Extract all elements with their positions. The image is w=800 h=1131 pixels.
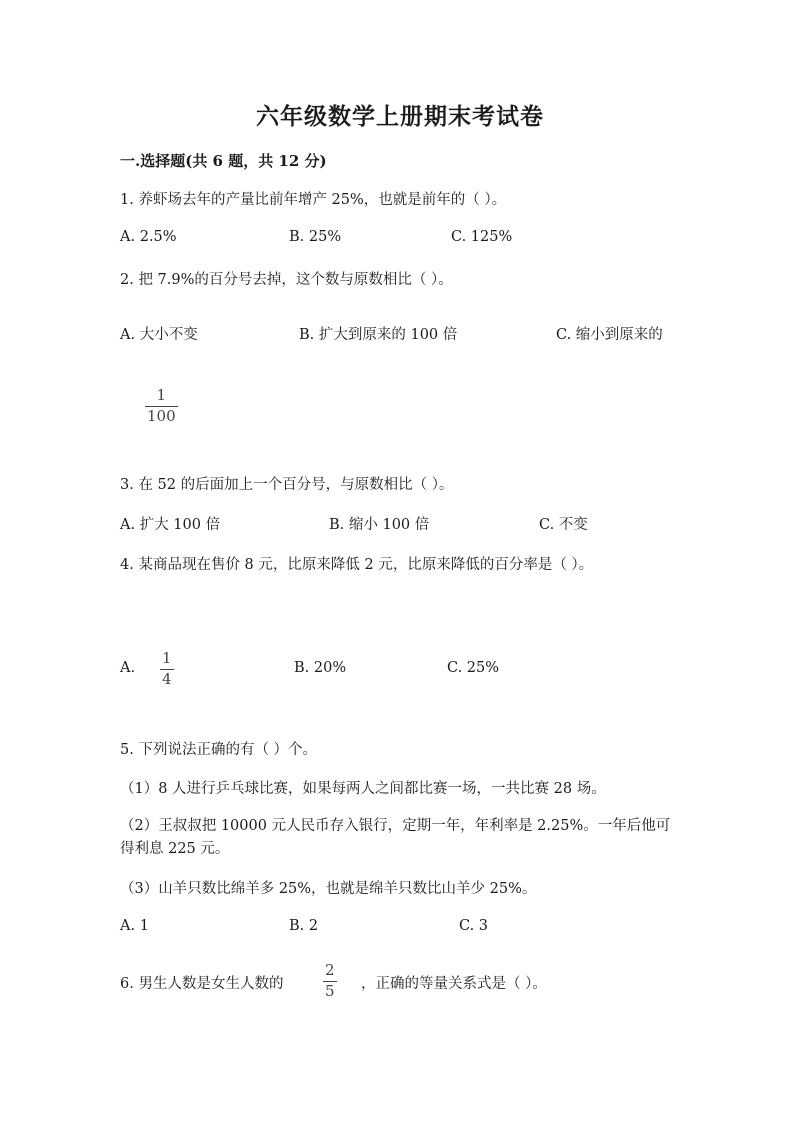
q4-option-a-fraction	[160, 651, 174, 688]
question-5: 5. 下列说法正确的有（ ）个。	[120, 742, 318, 758]
q1-option-a: A. 2.5%	[120, 229, 177, 245]
fraction-denominator: 100	[147, 406, 176, 425]
fraction-numerator: 1	[156, 386, 167, 404]
question-6-prefix: 6. 男生人数是女生人数的	[120, 976, 284, 992]
q2-option-c-fraction	[145, 388, 178, 425]
q5-statement-3: （3）山羊只数比绵羊多 25%，也就是绵羊只数比山羊少 25%。	[120, 881, 537, 897]
q2-option-a: A. 大小不变	[120, 327, 198, 343]
section-heading: 一.选择题(共 6 题，共 12 分)	[120, 152, 327, 170]
q5-statement-1: （1）8 人进行乒乓球比赛，如果每两人之间都比赛一场，一共比赛 28 场。	[120, 781, 606, 797]
q1-option-b: B. 25%	[289, 229, 342, 245]
q2-option-b: B. 扩大到原来的 100 倍	[299, 327, 458, 343]
q4-option-c: C. 25%	[447, 660, 500, 676]
page-title: 六年级数学上册期末考试卷	[256, 103, 544, 130]
q5-option-a: A. 1	[120, 918, 149, 934]
q5-option-c: C. 3	[459, 918, 489, 934]
question-6-fraction	[323, 963, 337, 1000]
q4-option-a: A.	[120, 660, 136, 676]
q4-option-b: B. 20%	[294, 660, 347, 676]
question-3: 3. 在 52 的后面加上一个百分号，与原数相比（ ）。	[120, 477, 454, 493]
fraction-numerator: 2	[325, 961, 335, 979]
q3-option-b: B. 缩小 100 倍	[329, 517, 430, 533]
fraction-denominator: 5	[325, 981, 335, 1000]
fraction-denominator: 4	[162, 669, 172, 688]
q1-option-c: C. 125%	[451, 229, 513, 245]
q5-option-b: B. 2	[289, 918, 319, 934]
question-4: 4. 某商品现在售价 8 元，比原来降低 2 元，比原来降低的百分率是（ ）。	[120, 557, 594, 573]
fraction-numerator: 1	[162, 649, 172, 667]
q3-option-a: A. 扩大 100 倍	[120, 517, 221, 533]
question-2: 2. 把 7.9%的百分号去掉，这个数与原数相比（ ）。	[120, 272, 453, 288]
question-6-suffix: ，正确的等量关系式是（ ）。	[361, 976, 547, 992]
q5-statement-2: （2）王叔叔把 10000 元人民币存入银行，定期一年，年利率是 2.25%。一年后他可得利息 225 元。	[120, 818, 671, 857]
q2-option-c: C. 缩小到原来的	[556, 327, 663, 343]
question-1: 1. 养虾场去年的产量比前年增产 25%，也就是前年的（ ）。	[120, 192, 507, 208]
q3-option-c: C. 不变	[539, 517, 588, 533]
